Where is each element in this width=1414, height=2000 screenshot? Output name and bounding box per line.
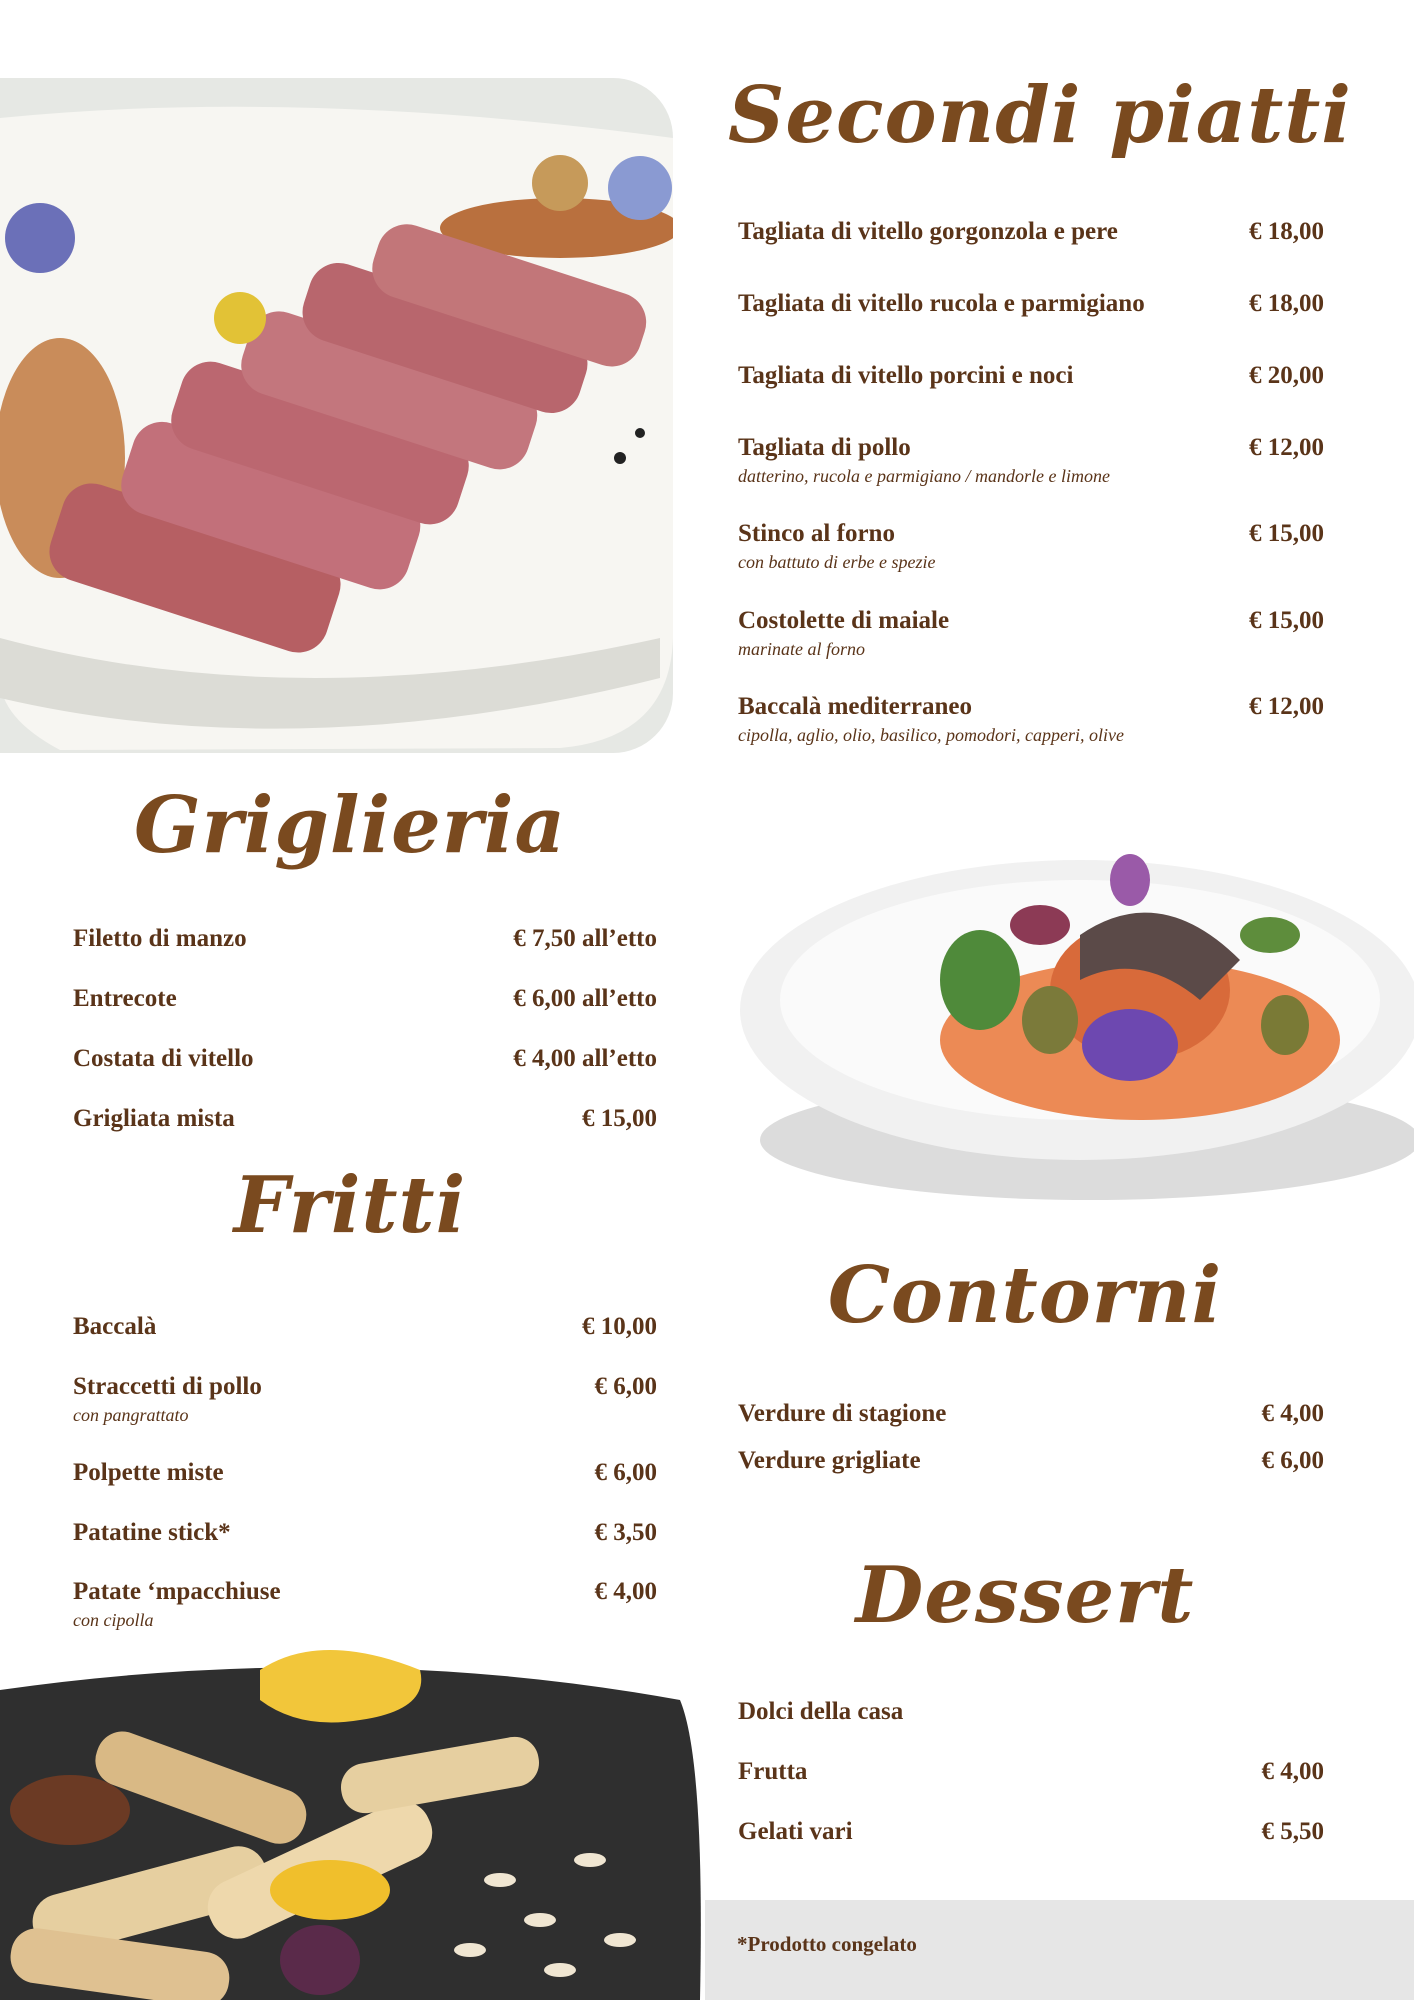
item-price: € 6,00 all’etto [513, 985, 657, 1012]
footer-note-bar [705, 1900, 1414, 2000]
item-price: € 4,00 [594, 1578, 657, 1605]
item-price: € 4,00 [1261, 1758, 1324, 1785]
dessert-list [738, 1698, 1324, 1848]
item-name: Baccalà mediterraneo [738, 693, 972, 720]
item-name: Straccetti di pollo [73, 1373, 262, 1400]
item-price: € 18,00 [1249, 290, 1324, 317]
footer-note: *Prodotto congelato [737, 1932, 917, 1956]
item-name: Verdure di stagione [738, 1400, 947, 1427]
item-price: € 3,50 [594, 1519, 657, 1546]
item-price: € 7,50 all’etto [513, 925, 657, 952]
item-price: € 15,00 [582, 1105, 657, 1132]
item-price: € 6,00 [594, 1373, 657, 1400]
fritti-photo [0, 1640, 705, 2000]
item-name: Tagliata di pollo [738, 434, 911, 461]
item-name: Verdure grigliate [738, 1447, 921, 1474]
item-name: Baccalà [73, 1313, 157, 1340]
dessert-title: Dessert [855, 1550, 1195, 1641]
item-name: Patate ‘mpacchiuse [73, 1578, 281, 1605]
item-price: € 15,00 [1249, 607, 1324, 634]
item-name: Grigliata mista [73, 1105, 235, 1132]
secondi-list [738, 218, 1324, 758]
fritti-list [73, 1313, 657, 1643]
item-price: € 4,00 [1261, 1400, 1324, 1427]
item-name: Stinco al forno [738, 520, 895, 547]
item-name: Entrecote [73, 985, 177, 1012]
item-name: Frutta [738, 1758, 808, 1785]
item-description: con pangrattato [73, 1405, 189, 1425]
item-description: cipolla, aglio, olio, basilico, pomodori, capperi, olive [738, 725, 1124, 745]
item-name: Tagliata di vitello gorgonzola e pere [738, 218, 1118, 245]
item-description: con cipolla [73, 1610, 154, 1630]
item-name: Filetto di manzo [73, 925, 247, 952]
item-price: € 4,00 all’etto [513, 1045, 657, 1072]
contorni-list [738, 1400, 1324, 1480]
item-price: € 12,00 [1249, 693, 1324, 720]
item-price: € 5,50 [1261, 1818, 1324, 1845]
item-price: € 6,00 [594, 1459, 657, 1486]
tagliata-photo [0, 78, 673, 753]
griglieria-list [73, 925, 657, 1145]
item-name: Costolette di maiale [738, 607, 950, 634]
item-name: Costata di vitello [73, 1045, 254, 1072]
item-name: Polpette miste [73, 1459, 224, 1486]
item-price: € 6,00 [1261, 1447, 1324, 1474]
contorni-title: Contorni [827, 1250, 1223, 1341]
item-description: con battuto di erbe e spezie [738, 552, 936, 572]
item-name: Patatine stick* [73, 1519, 231, 1546]
item-description: marinate al forno [738, 639, 866, 659]
secondi-title: Secondi piatti [728, 70, 1352, 161]
item-name: Tagliata di vitello rucola e parmigiano [738, 290, 1145, 317]
item-price: € 20,00 [1249, 362, 1324, 389]
item-name: Dolci della casa [738, 1698, 904, 1725]
item-name: Tagliata di vitello porcini e noci [738, 362, 1074, 389]
baccala-photo [700, 840, 1414, 1240]
item-description: datterino, rucola e parmigiano / mandorle e limone [738, 466, 1110, 486]
item-price: € 10,00 [582, 1313, 657, 1340]
item-price: € 12,00 [1249, 434, 1324, 461]
fritti-title: Fritti [233, 1160, 467, 1251]
item-price: € 15,00 [1249, 520, 1324, 547]
item-price: € 18,00 [1249, 218, 1324, 245]
item-name: Gelati vari [738, 1818, 853, 1845]
griglieria-title: Griglieria [133, 780, 567, 871]
